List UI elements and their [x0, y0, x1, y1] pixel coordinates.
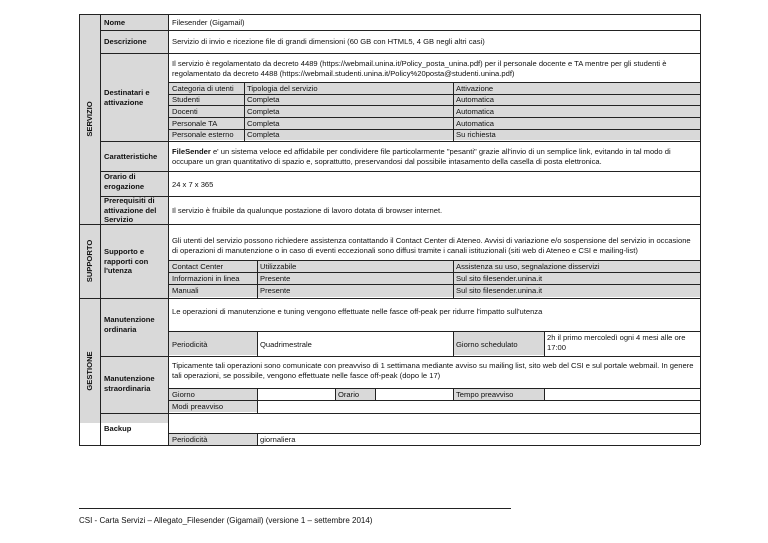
supporto-row-stato: Presente [260, 286, 291, 295]
supporto-row-note: Sul sito filesender.unina.it [456, 286, 543, 295]
manutenzione-straordinaria-label: Manutenzione straordinaria [104, 374, 155, 393]
supporto-row-stato: Utilizzabile [260, 262, 297, 271]
destinatari-label: Destinatari e attivazione [104, 88, 150, 107]
dest-row-attivazione: Automatica [456, 107, 494, 116]
prerequisiti-label: Prerequisiti di attivazione del Servizio [104, 196, 157, 224]
dest-row-tipologia: Completa [247, 107, 280, 116]
orario-label-straordinaria: Orario [338, 390, 360, 399]
nome-label: Nome [104, 18, 126, 27]
section-gestione: GESTIONE [85, 351, 94, 391]
caratteristiche-label: Caratteristiche [104, 152, 158, 161]
manutenzione-ordinaria-intro: Le operazioni di manutenzione e tuning vengono effettuate nelle fasce off-peak per ridurre l'impatto sull'utenza [172, 307, 543, 316]
dest-row-categoria: Personale esterno [172, 130, 234, 139]
section-supporto: SUPPORTO [85, 239, 94, 283]
manutenzione-straordinaria-intro: Tipicamente tali operazioni sono comunicate con preavviso di 1 settimana mediante avviso su mailing list, sito web del CSI e sul portale webmail. In genere tali operazioni, se possibile, vengono effettuate nelle fasce off-peak (dopo le 17) [172, 361, 694, 380]
caratteristiche-value [172, 147, 697, 166]
dest-header-tipologia: Tipologia del servizio [247, 84, 318, 93]
supporto-row-note: Sul sito filesender.unina.it [456, 274, 543, 283]
modi-preavviso-label: Modi preavviso [172, 402, 224, 411]
manutenzione-ordinaria-label: Manutenzione ordinaria [104, 315, 155, 334]
section-servizio: SERVIZIO [85, 101, 94, 137]
descrizione-value: Servizio di invio e ricezione file di grandi dimensioni (60 GB con HTML5, 4 GB negli altri casi) [172, 37, 485, 46]
tempo-preavviso-label: Tempo preavviso [456, 390, 514, 399]
backup-periodicita-value: giornaliera [260, 435, 296, 444]
giorno-schedulato-label: Giorno schedulato [456, 340, 518, 349]
prerequisiti-value: Il servizio è fruibile da qualunque postazione di lavoro dotata di browser internet. [172, 206, 443, 215]
giorno-schedulato-value: 2h il primo mercoledì ogni 4 mesi alle ore 17:00 [547, 333, 686, 352]
dest-row-attivazione: Automatica [456, 95, 494, 104]
supporto-intro: Gli utenti del servizio possono richiedere assistenza contattando il Contact Center di Ateneo. Avvisi di variazione e/o sospensione del servizio in occasione di operazioni di manutenzione o in caso di eventi eccezionali sono diffusi tramite i canali istituzionali (siti web di Ateneo e CSI e mailing-list) [172, 236, 691, 255]
dest-row-tipologia: Completa [247, 130, 280, 139]
giorno-label: Giorno [172, 390, 195, 399]
backup-periodicita-label: Periodicità [172, 435, 208, 444]
destinatari-intro: Il servizio è regolamentato da decreto 4489 (https://webmail.unina.it/Policy_posta_unina.pdf) per il personale docente e TA mentre per gli studenti è regolamentato da decreto 4488 (https://webmail.studenti.unina.it/Policy%20posta@studenti.unina.pdf) [172, 59, 667, 78]
dest-row-categoria: Studenti [172, 95, 200, 104]
dest-row-tipologia: Completa [247, 95, 280, 104]
dest-row-attivazione: Su richiesta [456, 130, 496, 139]
dest-header-categoria: Categoria di utenti [172, 84, 234, 93]
supporto-row-stato: Presente [260, 274, 291, 283]
caratteristiche-text: e' un sistema veloce ed affidabile per condividere file particolarmente "pesanti" grazie all'invio di un semplice link, evitando in tal modo di occupare un gran quantitativo di spazio e, soprattutto, preservandosi dal possibile intasamento della casella di posta elettronica. [172, 147, 671, 166]
caratteristiche-bold: FileSender [172, 147, 211, 156]
dest-header-attivazione: Attivazione [456, 84, 494, 93]
footer-text: CSI - Carta Servizi – Allegato_Filesender (Gigamail) (versione 1 – settembre 2014) [79, 516, 373, 525]
backup-label: Backup [104, 424, 132, 433]
supporto-row-canale: Contact Center [172, 262, 224, 271]
orario-label: Orario di erogazione [104, 172, 145, 191]
dest-row-attivazione: Automatica [456, 119, 494, 128]
dest-row-tipologia: Completa [247, 119, 280, 128]
descrizione-label: Descrizione [104, 37, 147, 46]
periodicita-label: Periodicità [172, 340, 208, 349]
periodicita-value: Quadrimestrale [260, 340, 312, 349]
supporto-row-canale: Informazioni in linea [172, 274, 240, 283]
supporto-row-canale: Manuali [172, 286, 199, 295]
nome-value: Filesender (Gigamail) [172, 18, 245, 27]
supporto-label: Supporto e rapporti con l'utenza [104, 247, 149, 275]
dest-row-categoria: Docenti [172, 107, 198, 116]
orario-value: 24 x 7 x 365 [172, 180, 214, 189]
dest-row-categoria: Personale TA [172, 119, 218, 128]
supporto-row-note: Assistenza su uso, segnalazione disservizi [456, 262, 600, 271]
